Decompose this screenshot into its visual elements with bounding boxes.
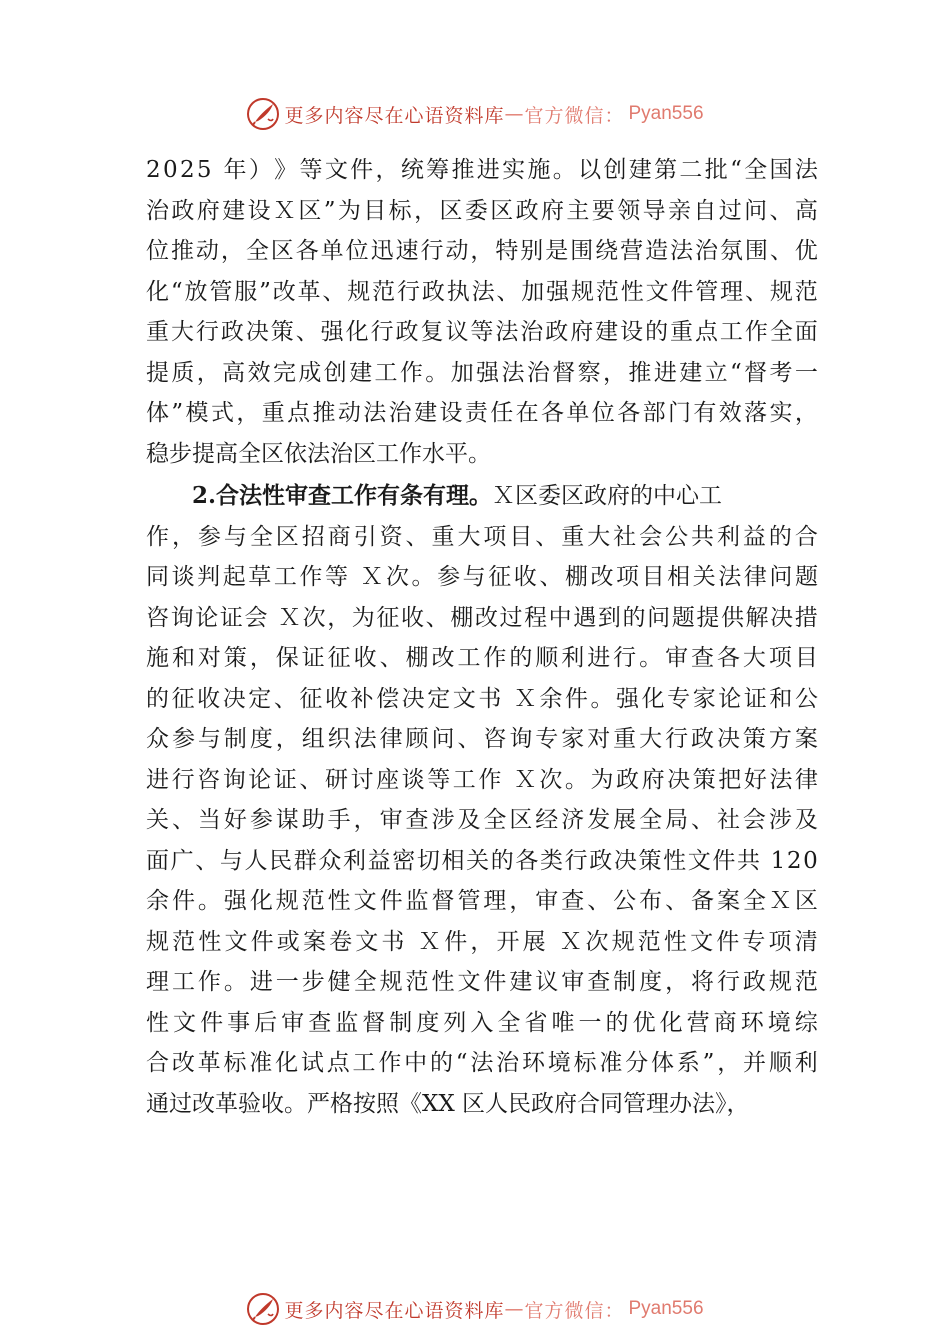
document-body (146, 150, 818, 1124)
paragraph-line: 咨 询 论 证 会 Ｘ 次 ， 为 征 收 、 棚 改 过 程 中 遇 到 的 问 题 提 供 解 决 措 (146, 604, 818, 631)
paragraph-line: 重 大 行 政 决 策 、 强 化 行 政 复 议 等 法 治 政 府 建 设 的 重 点 工 作 全 面 (146, 319, 818, 345)
paragraph-line: 性 文 件 事 后 审 查 监 督 制 度 列 入 全 省 唯 一 的 优 化 营 商 环 境 综 (146, 1009, 818, 1036)
banner-dash: — (504, 1298, 525, 1320)
paragraph-line: 治 政 府 建 设 Ｘ 区 ” 为 目 标 ， 区 委 区 政 府 主 要 领 导 亲 自 过 问 、 高 (146, 197, 818, 224)
paragraph-first-line (146, 476, 818, 517)
header-banner (0, 94, 950, 134)
footer-banner (0, 1289, 950, 1329)
paragraph-line: 的 征 收 决 定 、 征 收 补 偿 决 定 文 书 Ｘ 余 件 。 强 化 专 家 论 证 和 公 (146, 685, 818, 712)
paragraph-line: 稳步提高全区依法治区工作水平。 (146, 440, 491, 467)
banner-dash: — (504, 103, 525, 125)
paragraph-line: 2 0 2 5 年 ） 》 等 文 件 ， 统 筹 推 进 实 施 。 以 创 建 第 二 批 “ 全 国 法 (146, 157, 818, 183)
banner-wechat-label: 官方微信： (524, 1299, 625, 1322)
banner-wechat-id: Pyan556 (628, 1298, 704, 1319)
paragraph-line: 合 改 革 标 准 化 试 点 工 作 中 的 “ 法 治 环 境 标 准 分 体 系 ” ， 并 顺 利 (146, 1050, 818, 1076)
paragraph-line: 化 “ 放 管 服 ” 改 革 、 规 范 行 政 执 法 、 加 强 规 范 性 文 件 管 理 、 规 范 (146, 278, 818, 305)
paragraph-line: 施 和 对 策 ， 保 证 征 收 、 棚 改 工 作 的 顺 利 进 行 。 审 查 各 大 项 目 (146, 645, 818, 671)
banner-main-text: 更多内容尽在心语资料库 (284, 1299, 505, 1322)
banner-wechat-id: Pyan556 (628, 103, 704, 124)
paragraph-line: 理 工 作 。 进 一 步 健 全 规 范 性 文 件 建 议 审 查 制 度 ， 将 行 政 规 范 (146, 969, 818, 995)
quill-pen-logo-icon (246, 1292, 280, 1326)
paragraph-line: 规 范 性 文 件 或 案 卷 文 书 Ｘ 件 ， 开 展 Ｘ 次 规 范 性 文 件 专 项 清 (146, 928, 818, 955)
paragraph-line: 提 质 ， 高 效 完 成 创 建 工 作 。 加 强 法 治 督 察 ， 推 进 建 立 “ 督 考 一 (146, 359, 818, 386)
paragraph-1 (146, 150, 818, 474)
paragraph-line: 众 参 与 制 度 ， 组 织 法 律 顾 问 、 咨 询 专 家 对 重 大 行 政 决 策 方 案 (146, 726, 818, 752)
paragraph-line: 面 广 、 与 人 民 群 众 利 益 密 切 相 关 的 各 类 行 政 决 策 性 文 件 共 1 2 0 (146, 847, 818, 874)
paragraph-line: 位 推 动 ， 全 区 各 单 位 迅 速 行 动 ， 特 别 是 围 绕 营 造 法 治 氛 围 、 优 (146, 238, 818, 264)
paragraph-2 (146, 476, 818, 1124)
section-heading: 2.合法性审查工作有条有理。 (192, 482, 493, 509)
banner-main-text: 更多内容尽在心语资料库 (284, 104, 505, 127)
paragraph-line: 作 ， 参 与 全 区 招 商 引 资 、 重 大 项 目 、 重 大 社 会 公 共 利 益 的 合 (146, 523, 818, 550)
paragraph-line: 进 行 咨 询 论 证 、 研 讨 座 谈 等 工 作 Ｘ 次 。 为 政 府 决 策 把 好 法 律 (146, 766, 818, 793)
paragraph-line-rest: Ｘ区委区政府的中心工 (492, 483, 723, 509)
paragraph-line: 通过改革验收。严格按照《XX 区人民政府合同管理办法》， (146, 1090, 750, 1117)
paragraph-line: 体 ” 模 式 ， 重 点 推 动 法 治 建 设 责 任 在 各 单 位 各 部 门 有 效 落 实 ， (146, 400, 818, 426)
paragraph-line: 同 谈 判 起 草 工 作 等 Ｘ 次 。 参 与 征 收 、 棚 改 项 目 相 关 法 律 问 题 (146, 564, 818, 590)
paragraph-line: 余 件 。 强 化 规 范 性 文 件 监 督 管 理 ， 审 查 、 公 布 、 备 案 全 Ｘ 区 (146, 888, 818, 914)
quill-pen-logo-icon (246, 97, 280, 131)
paragraph-line: 关 、 当 好 参 谋 助 手 ， 审 查 涉 及 全 区 经 济 发 展 全 局 、 社 会 涉 及 (146, 807, 818, 833)
banner-wechat-label: 官方微信： (524, 104, 625, 127)
